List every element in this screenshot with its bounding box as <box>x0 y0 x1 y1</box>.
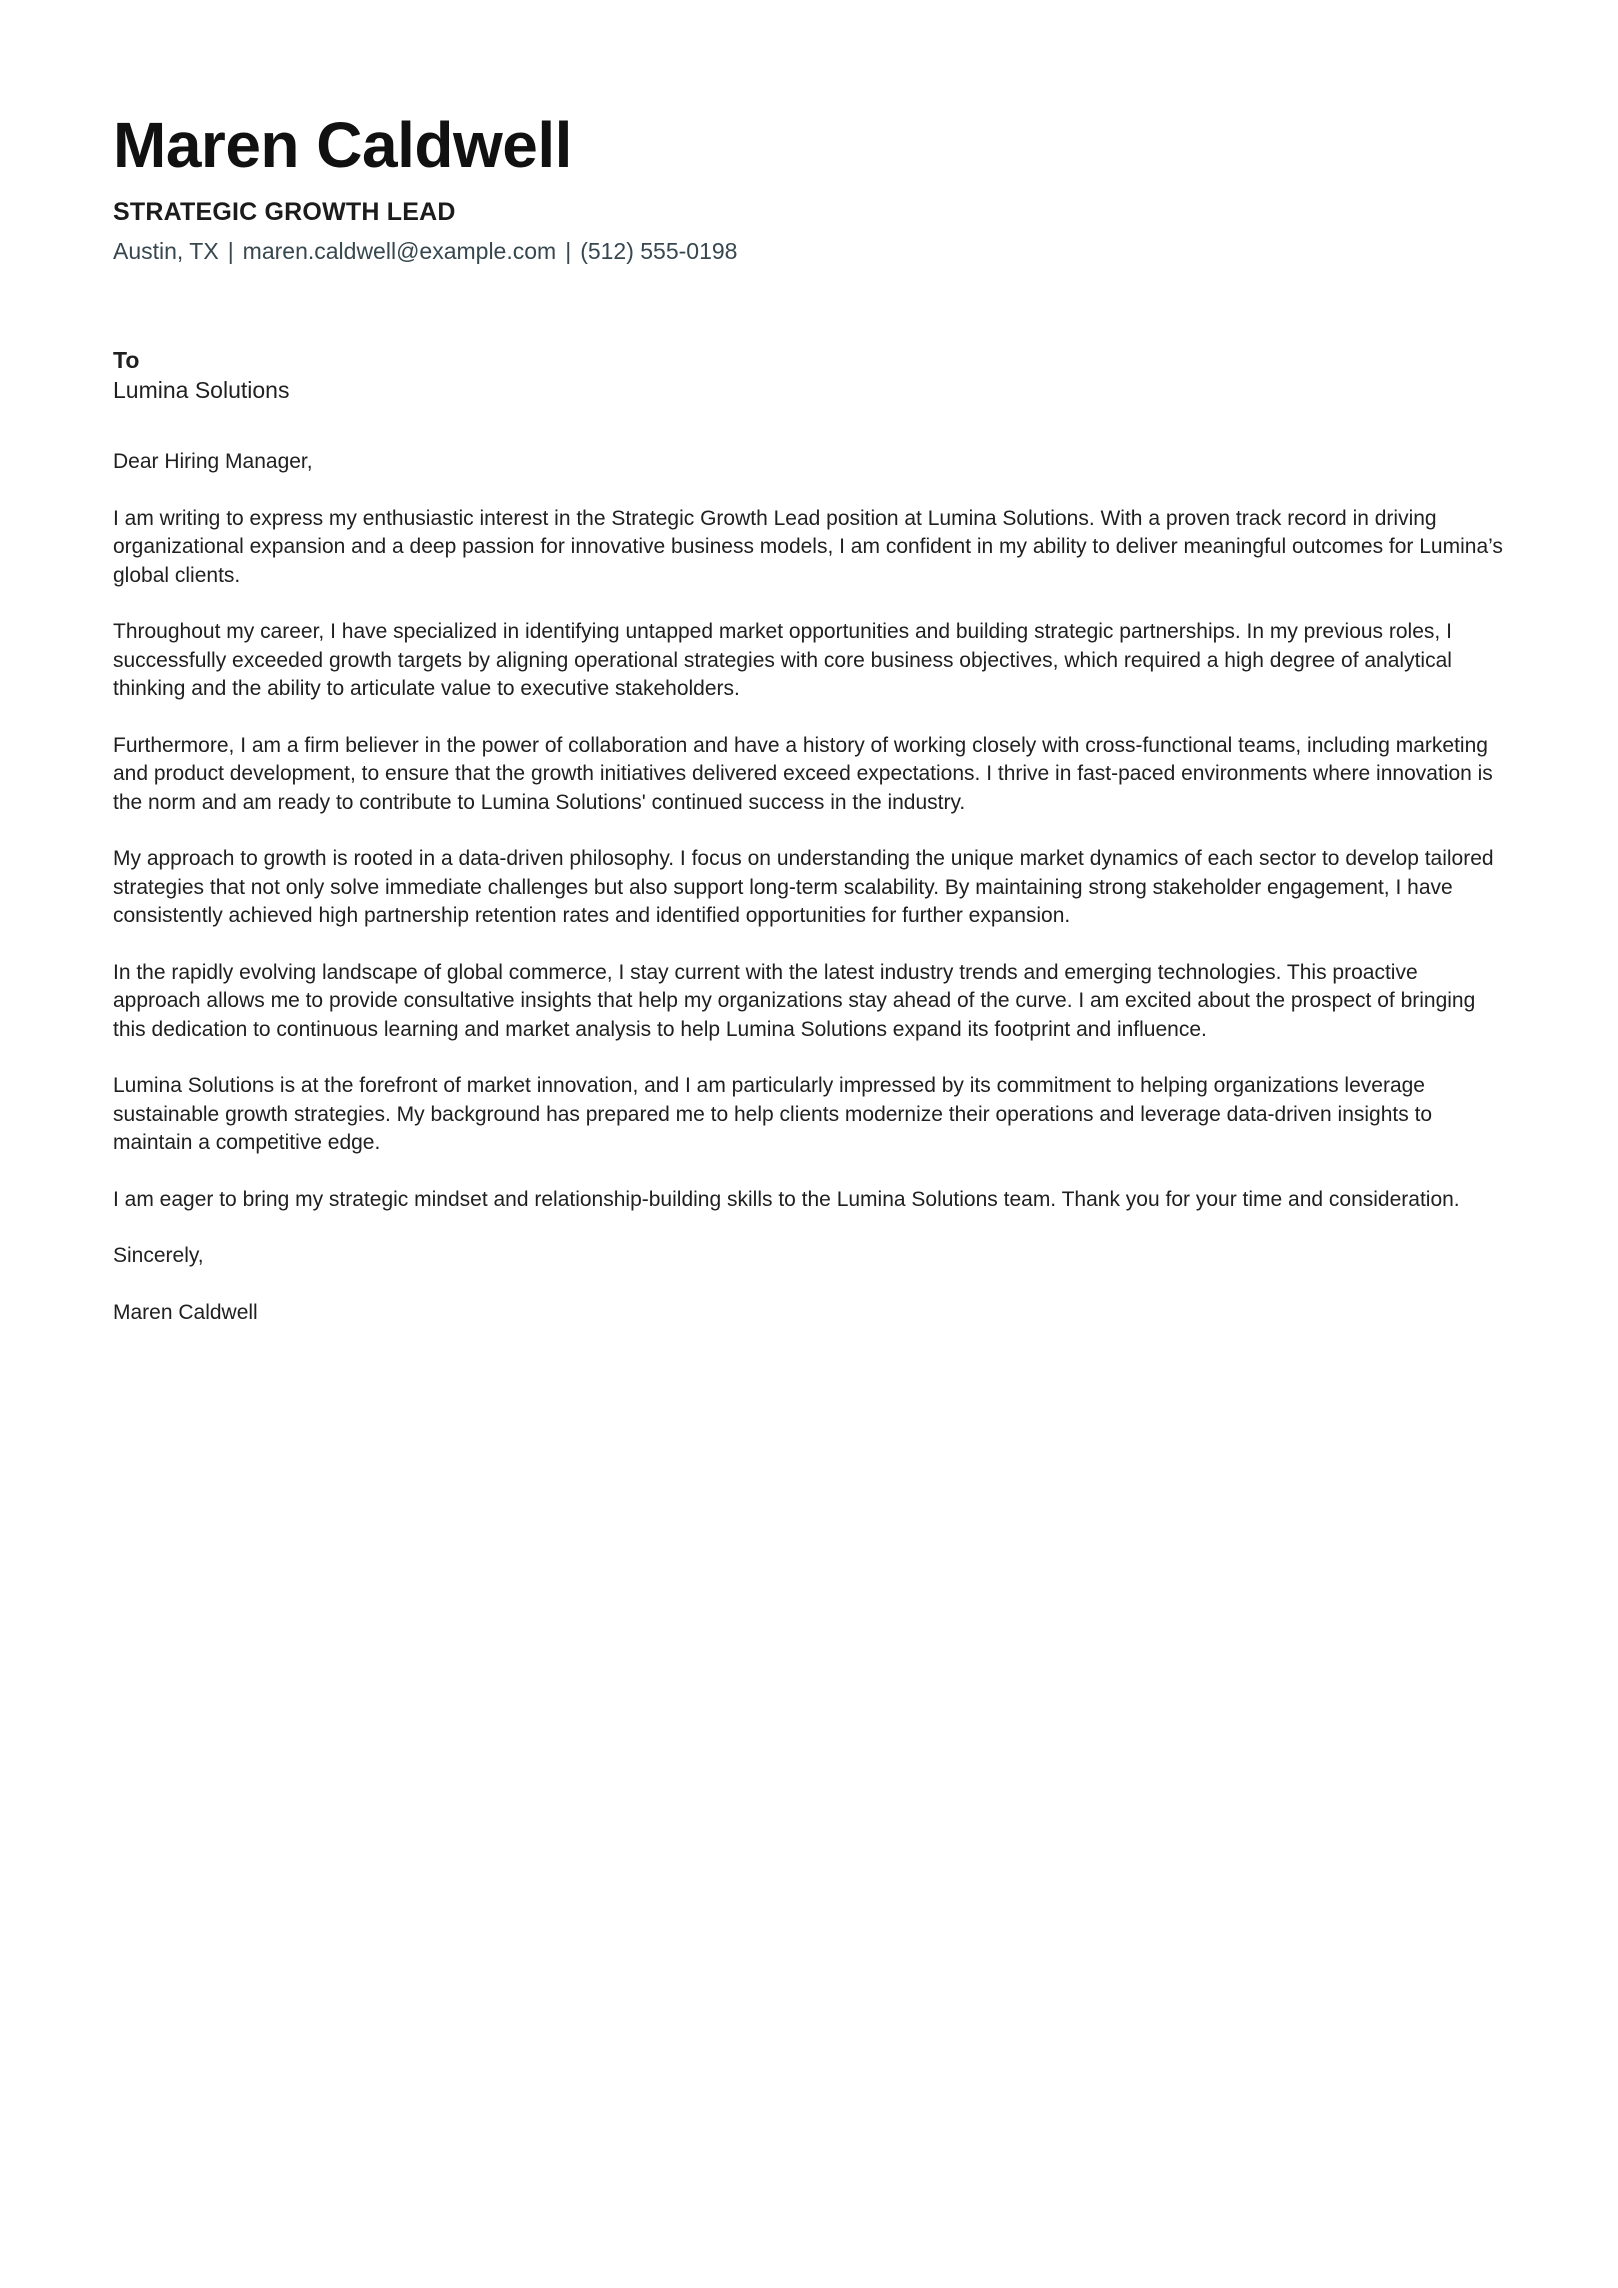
letter-paragraph: In the rapidly evolving landscape of global commerce, I stay current with the latest industry trends and emerging technologies. This proactive approach allows me to provide consultative insights that help my organizations stay ahead of the curve. I am excited about the prospect of bringing this dedication to continuous learning and market analysis to help Lumina Solutions expand its footprint and influence. <box>113 960 1476 1041</box>
letter-header <box>113 109 1505 266</box>
letter-paragraph: Throughout my career, I have specialized in identifying untapped market opportunities and building strategic partnerships. In my previous roles, I successfully exceeded growth targets by aligning operational strategies with core business objectives, which required a high degree of analytical thinking and the ability to articulate value to executive stakeholders. <box>113 620 1452 700</box>
letter-paragraph: Lumina Solutions is at the forefront of market innovation, and I am particularly impressed by its commitment to helping organizations leverage sustainable growth strategies. My background has prepared me to help clients modernize their operations and leverage data-driven insights to maintain a competitive edge. <box>113 1074 1433 1154</box>
contact-separator: | <box>565 238 572 264</box>
letter-paragraph: Furthermore, I am a firm believer in the power of collaboration and have a history of working closely with cross-functional teams, including marketing and product development, to ensure that the growth initiatives delivered exceed expectations. I thrive in fast-paced environments where innovation is the norm and am ready to contribute to Lumina Solutions' continued success in the industry. <box>113 733 1493 814</box>
contact-email: maren.caldwell@example.com <box>242 238 557 264</box>
signature-name: Maren Caldwell <box>113 1300 258 1324</box>
recipient-section <box>113 345 1505 405</box>
letter-paragraph: I am eager to bring my strategic mindset and relationship-building skills to the Lumina Solutions team. Thank you for your time and consideration. <box>113 1187 1460 1211</box>
candidate-job-title: STRATEGIC GROWTH LEAD <box>113 198 456 226</box>
letter-body <box>113 448 1505 1327</box>
recipient-label: To <box>113 347 140 373</box>
closing: Sincerely, <box>113 1244 204 1267</box>
salutation: Dear Hiring Manager, <box>113 450 313 473</box>
contact-phone: (512) 555-0198 <box>580 238 738 264</box>
letter-paragraph: I am writing to express my enthusiastic interest in the Strategic Growth Lead position at Lumina Solutions. With a proven track record in driving organizational expansion and a deep passion for innovative business models, I am confident in my ability to deliver meaningful outcomes for Lumina’s global clients. <box>113 506 1503 587</box>
contact-separator: | <box>227 238 234 264</box>
letter-paragraph: My approach to growth is rooted in a data-driven philosophy. I focus on understanding the unique market dynamics of each sector to develop tailored strategies that not only solve immediate challenges but also support long-term scalability. By maintaining strong stakeholder engagement, I have consistently achieved high partnership retention rates and identified opportunities for further expansion. <box>113 847 1494 927</box>
recipient-company: Lumina Solutions <box>113 377 290 403</box>
contact-location: Austin, TX <box>113 238 219 264</box>
contact-line <box>113 237 1505 266</box>
candidate-name: Maren Caldwell <box>113 109 572 181</box>
